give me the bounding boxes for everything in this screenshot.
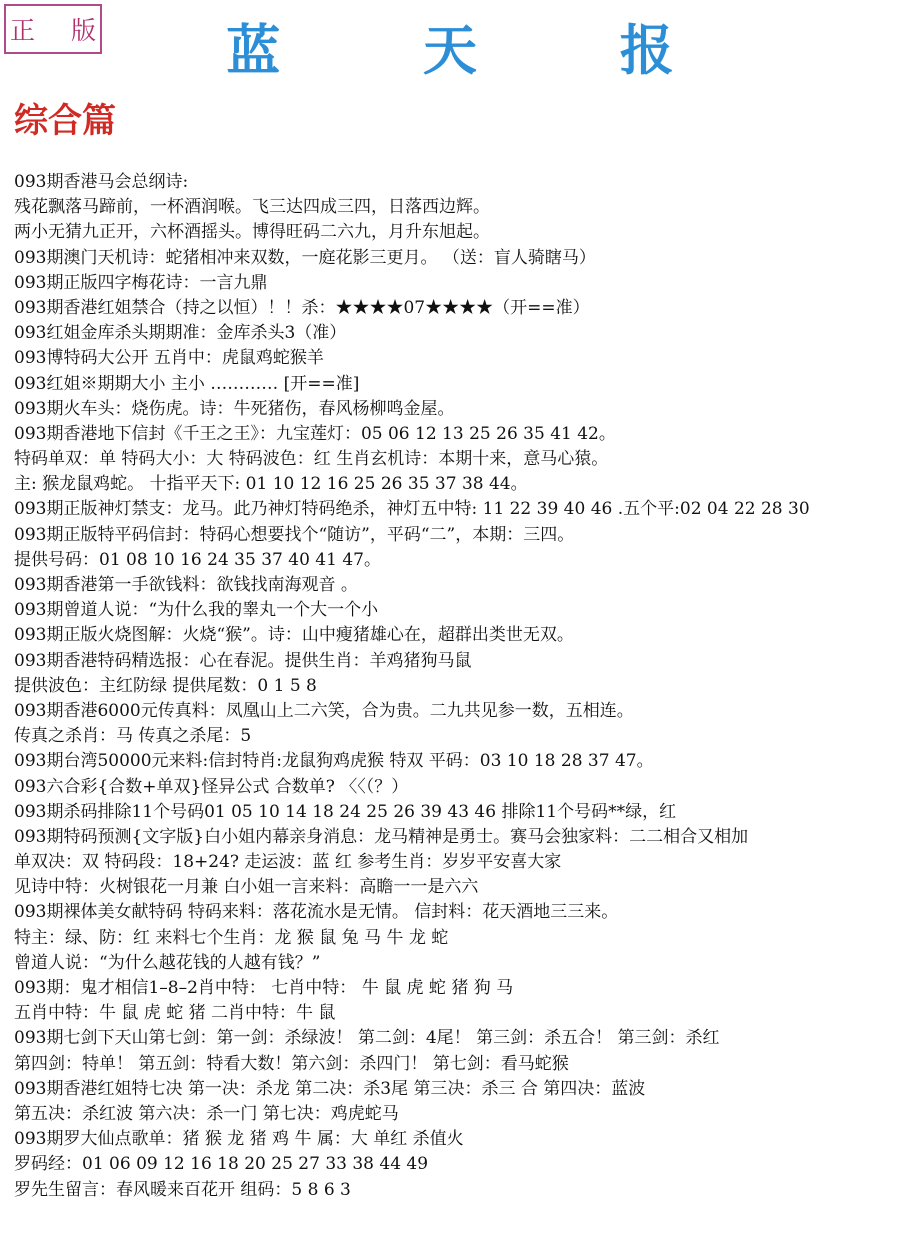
article-line: 主: 猴龙鼠鸡蛇。 十指平天下: 01 10 12 16 25 26 35 37 38 44。 <box>14 474 528 495</box>
article-line: 093期正版神灯禁支：龙马。此乃神灯特码绝杀，神灯五中特: 11 22 39 40 46 .五个平:02 04 22 28 30 <box>14 499 810 520</box>
article-body <box>14 170 898 1203</box>
article-line: 093期香港第一手欲钱料：欲钱找南海观音 。 <box>14 575 358 595</box>
article-line: 093期裸体美女献特码 特码来料：落花流水是无情。 信封料：花天酒地三三来。 <box>14 902 619 923</box>
article-line: 提供波色：主红防绿 提供尾数：0 1 5 8 <box>14 675 317 696</box>
article-line: 093期：鬼才相信1–8–2肖中特： 七肖中特： 牛 鼠 虎 蛇 猪 狗 马 <box>14 978 514 998</box>
article-line: 093期香港红姐禁合（持之以恒）！！杀：★★★★07★★★★（开==准） <box>14 297 590 318</box>
article-line: 093期正版特平码信封：特码心想要找个“随访”，平码“二”，本期：三四。 <box>14 524 575 545</box>
article-line: 093期正版火烧图解：火烧“猴”。诗：山中瘦猪雄心在，超群出类世无双。 <box>14 625 574 646</box>
article-line: 曾道人说：“为什么越花钱的人越有钱？” <box>14 952 321 973</box>
article-line: 第四剑：特单！ 第五剑：特看大数！第六剑：杀四门！ 第七剑：看马蛇猴 <box>14 1053 569 1074</box>
article-line: 提供号码：01 08 10 16 24 35 37 40 41 47。 <box>14 549 381 570</box>
article-line: 特主：绿、防：红 来料七个生肖：龙 猴 鼠 兔 马 牛 龙 蛇 <box>14 927 449 948</box>
article-line: 罗先生留言：春风暖来百花开 组码：5 8 6 3 <box>14 1179 351 1200</box>
article-line: 第五决：杀红波 第六决：杀一门 第七决：鸡虎蛇马 <box>14 1103 399 1124</box>
article-line: 093红姐※期期大小 主小 ………… [开==准] <box>14 373 360 394</box>
article-line: 093博特码大公开 五肖中：虎鼠鸡蛇猴羊 <box>14 348 324 369</box>
article-line: 093期香港6000元传真料：凤凰山上二六笑，合为贵。二九共见参一数，五相连。 <box>14 700 634 721</box>
article-line: 093六合彩{合数+单双}怪异公式 合数单? 〈〈（？） <box>14 776 409 797</box>
article-line: 093期香港特码精选报：心在春泥。提供生肖：羊鸡猪狗马鼠 <box>14 650 472 671</box>
article-line: 残花飘落马蹄前，一杯酒润喉。飞三达四成三四，日落西边辉。 <box>14 197 490 218</box>
article-line: 093期特码预测{文字版}白小姐内幕亲身消息：龙马精神是勇士。赛马会独家料：二二相合又相加 <box>14 826 749 847</box>
article-line: 093红姐金库杀头期期准：金库杀头3（准） <box>14 323 347 344</box>
article-line: 093期香港红姐特七决 第一决：杀龙 第二决：杀3尾 第三决：杀三 合 第四决：蓝波 <box>14 1078 646 1099</box>
article-line: 五肖中特：牛 鼠 虎 蛇 猪 二肖中特：牛 鼠 <box>14 1003 336 1024</box>
article-line: 单双决：双 特码段：18+24? 走运波：蓝 红 参考生肖：岁岁平安喜大家 <box>14 852 562 873</box>
article-line: 093期火车头：烧伤虎。诗：牛死猪伤，春风杨柳鸣金屋。 <box>14 398 455 419</box>
article-line: 093期澳门天机诗：蛇猪相冲来双数，一庭花影三更月。 （送：盲人骑瞎马） <box>14 247 596 268</box>
article-line: 093期罗大仙点歌单：猪 猴 龙 猪 鸡 牛 属：大 单红 杀值火 <box>14 1129 464 1150</box>
article-line: 见诗中特：火树银花一月兼 白小姐一言来料：高瞻一一是六六 <box>14 877 479 898</box>
article-line: 093期曾道人说：“为什么我的睾丸一个大一个小 <box>14 600 379 621</box>
article-line: 093期杀码排除11个号码01 05 10 14 18 24 25 26 39 43 46 排除11个号码**绿，红 <box>14 801 677 822</box>
article-line: 罗码经：01 06 09 12 16 18 20 25 27 33 38 44 49 <box>14 1154 429 1175</box>
article-line: 传真之杀肖：马 传真之杀尾：5 <box>14 726 252 747</box>
newspaper-title: 蓝 天 报 <box>226 18 736 82</box>
article-line: 093期香港地下信封《千王之王》：九宝莲灯：05 06 12 13 25 26 35 41 42。 <box>14 423 616 444</box>
article-line: 两小无猜九正开，六杯酒摇头。博得旺码二六九，月升东旭起。 <box>14 222 490 243</box>
article-line: 093期正版四字梅花诗：一言九鼎 <box>14 272 268 293</box>
edition-badge-label: 正 版 <box>10 16 110 45</box>
section-heading: 综合篇 <box>14 101 116 141</box>
article-line: 特码单双：单 特码大小：大 特码波色：红 生肖玄机诗：本期十来，意马心猿。 <box>14 449 609 470</box>
article-line: 093期台湾50000元来料:信封特肖:龙鼠狗鸡虎猴 特双 平码：03 10 18 28 37 47。 <box>14 751 654 772</box>
article-line: 093期香港马会总纲诗: <box>14 172 189 192</box>
article-line: 093期七剑下天山第七剑：第一剑：杀绿波！ 第二剑：4尾！ 第三剑：杀五合！ 第三剑：杀红 <box>14 1028 720 1049</box>
